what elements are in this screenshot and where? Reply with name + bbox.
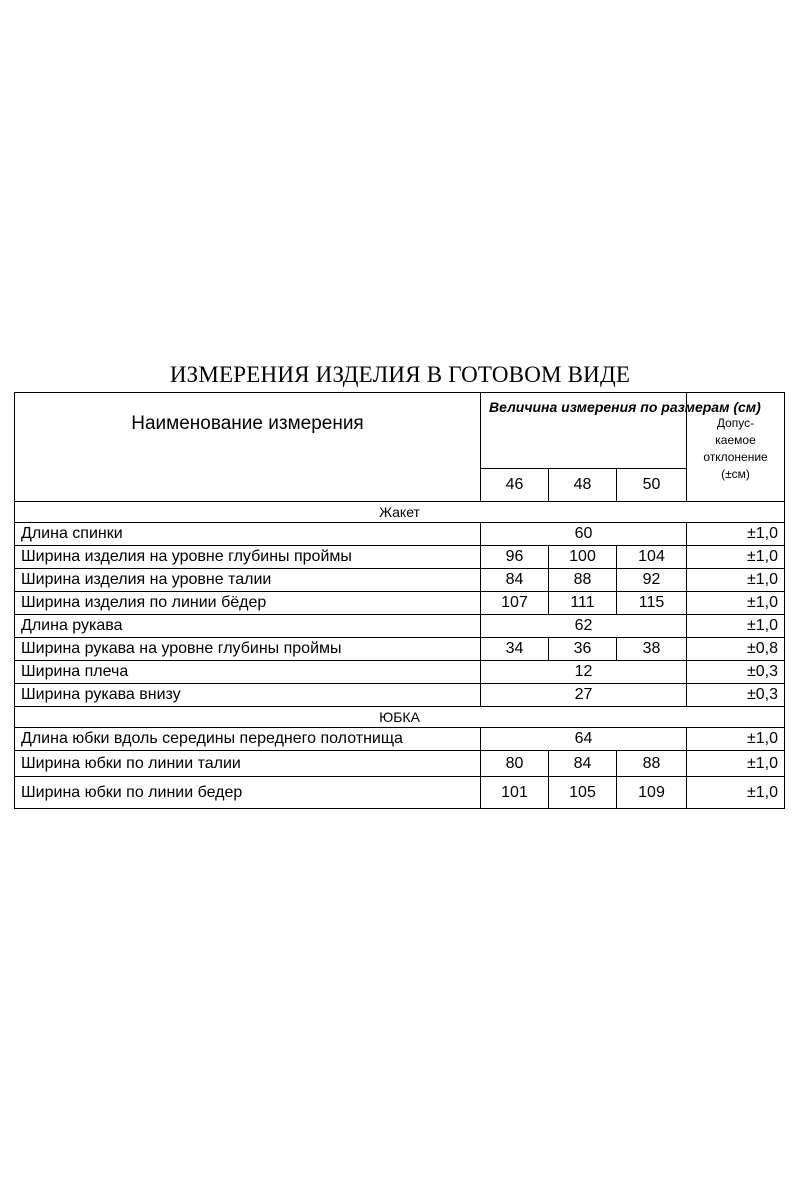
page-title: ИЗМЕРЕНИЯ ИЗДЕЛИЯ В ГОТОВОМ ВИДЕ xyxy=(169,362,631,387)
tolerance-line: (±см) xyxy=(721,467,750,481)
measurement-value: 80 xyxy=(481,751,549,777)
tolerance-value: ±0,3 xyxy=(687,661,785,684)
tolerance-line: отклонение xyxy=(703,450,768,464)
measurement-name: Ширина плеча xyxy=(15,661,481,684)
measurement-name: Ширина изделия на уровне глубины проймы xyxy=(15,546,481,569)
header-name-cell: Наименование измерения xyxy=(15,393,481,502)
size-cell: 48 xyxy=(549,469,617,502)
size-cell: 46 xyxy=(481,469,549,502)
table-row xyxy=(15,615,785,638)
measurement-name: Длина рукава xyxy=(15,615,481,638)
measurement-name: Ширина юбки по линии бедер xyxy=(15,777,481,809)
tolerance-value: ±0,8 xyxy=(687,638,785,661)
tolerance-line: Допус- xyxy=(716,416,755,430)
measurement-value: 84 xyxy=(481,569,549,592)
header-value-cell: Величина измерения по размерам (см) xyxy=(481,393,687,469)
measurements-table xyxy=(14,392,785,809)
measurement-name: Ширина рукава на уровне глубины проймы xyxy=(15,638,481,661)
table-row xyxy=(15,777,785,809)
measurement-name: Ширина изделия на уровне талии xyxy=(15,569,481,592)
measurement-value: 60 xyxy=(481,523,687,546)
measurement-value: 88 xyxy=(617,751,687,777)
table-row xyxy=(15,661,785,684)
measurement-value: 101 xyxy=(481,777,549,809)
measurement-value: 105 xyxy=(549,777,617,809)
measurement-value: 109 xyxy=(617,777,687,809)
section-title: ЮБКА xyxy=(15,707,785,728)
table-row xyxy=(15,684,785,707)
table-row xyxy=(15,523,785,546)
measurement-value: 104 xyxy=(617,546,687,569)
tolerance-value: ±1,0 xyxy=(687,728,785,751)
measurement-value: 111 xyxy=(549,592,617,615)
measurement-value: 27 xyxy=(481,684,687,707)
table-row xyxy=(15,751,785,777)
measurement-value: 34 xyxy=(481,638,549,661)
measurement-value: 88 xyxy=(549,569,617,592)
tolerance-line: каемое xyxy=(715,433,756,447)
table-row xyxy=(15,592,785,615)
size-cell: 50 xyxy=(617,469,687,502)
section-title: Жакет xyxy=(15,502,785,523)
measurement-value: 38 xyxy=(617,638,687,661)
section-row xyxy=(15,502,785,523)
table-row xyxy=(15,569,785,592)
tolerance-value: ±1,0 xyxy=(687,777,785,809)
measurement-name: Длина спинки xyxy=(15,523,481,546)
measurement-value: 100 xyxy=(549,546,617,569)
measurement-value: 36 xyxy=(549,638,617,661)
measurement-name: Ширина юбки по линии талии xyxy=(15,751,481,777)
tolerance-value: ±0,3 xyxy=(687,684,785,707)
table-row xyxy=(15,728,785,751)
section-row xyxy=(15,707,785,728)
tolerance-value: ±1,0 xyxy=(687,751,785,777)
measurement-value: 92 xyxy=(617,569,687,592)
measurement-value: 12 xyxy=(481,661,687,684)
measurement-name: Ширина изделия по линии бёдер xyxy=(15,592,481,615)
measurement-value: 84 xyxy=(549,751,617,777)
table-row xyxy=(15,638,785,661)
measurement-value: 62 xyxy=(481,615,687,638)
tolerance-value: ±1,0 xyxy=(687,615,785,638)
measurement-name: Ширина рукава внизу xyxy=(15,684,481,707)
tolerance-value: ±1,0 xyxy=(687,546,785,569)
table-row xyxy=(15,546,785,569)
tolerance-value: ±1,0 xyxy=(687,523,785,546)
tolerance-value: ±1,0 xyxy=(687,569,785,592)
measurement-value: 64 xyxy=(481,728,687,751)
measurement-name: Длина юбки вдоль середины переднего полотнища xyxy=(15,728,481,751)
measurement-value: 96 xyxy=(481,546,549,569)
measurement-value: 107 xyxy=(481,592,549,615)
header-row xyxy=(15,393,785,469)
measurement-value: 115 xyxy=(617,592,687,615)
tolerance-value: ±1,0 xyxy=(687,592,785,615)
